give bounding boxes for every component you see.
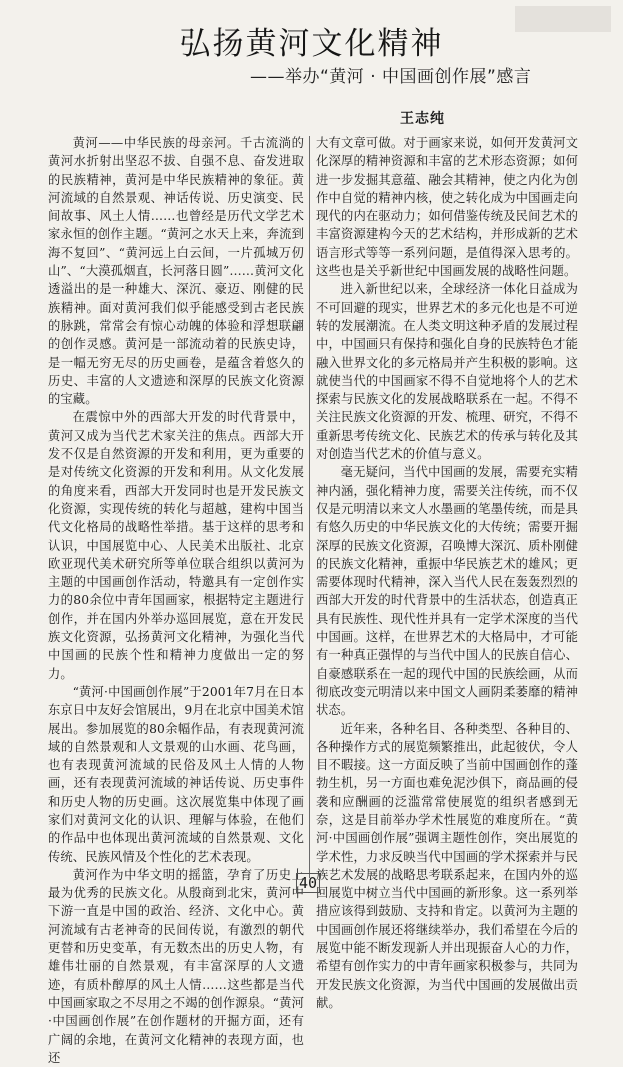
page-number: 40 <box>296 873 320 893</box>
paragraph: 大有文章可做。对于画家来说，如何开发黄河文化深厚的精神资源和丰富的艺术形态资源；如何进一步发掘其意蕴、融会其精神，使之内化为创作中自觉的精神内核，使之转化成为中国画走向现代的内在驱动力；如何借鉴传统及民间艺术的丰富资源建构今天的艺术结构，并形成新的艺术语言形式等等一系列问题，是值得深入思考的。这些也是关乎新世纪中国画发展的战略性问题。 <box>316 136 578 279</box>
paragraph: 毫无疑问，当代中国画的发展，需要充实精神内涵，强化精神力度，需要关注传统，而不仅仅是元明清以来文人水墨画的笔墨传统，而是具有悠久历史的中华民族文化的大传统；需要开掘深厚的民族文化资源，召唤博大深沉、质朴刚健的民族文化精神，重振中华民族艺术的雄风；更需要体现时代精神，深入当代人民在轰轰烈烈的西部大开发的时代背景中的生活状态，创造真正具有民族性、现代性并具有一定学术深度的当代中国画。这样，在世界艺术的大格局中，才可能有一种真正强悍的与当代中国人的民族自信心、自豪感联系在一起的现代中国的民族绘画，从而彻底改变元明清以来中国文人画阴柔萎靡的精神状态。 <box>316 465 578 718</box>
paragraph: 黄河——中华民族的母亲河。千古流淌的黄河水折射出坚忍不拔、自强不息、奋发进取的民族精神，黄河是中华民族精神的象征。黄河流域的自然景观、神话传说、历史演变、民间故事、风土人情……也曾经是历代文学艺术家永恒的创作主题。“黄河之水天上来，奔流到海不复回”、“黄河远上白云间，一片孤城万仞山”、“大漠孤烟直，长河落日圆”……黄河文化透溢出的是一种雄大、深沉、豪迈、刚健的民族精神。面对黄河我们似乎能感受到古老民族的脉跳，常常会有惊心动魄的体验和浮想联翩的创作灵感。黄河是一部流动着的民族史诗，是一幅无穷无尽的历史画卷，是蕴含着悠久的历史、丰富的人文遗迹和深厚的民族文化资源的宝藏。 <box>48 136 304 407</box>
right-column <box>316 134 578 1010</box>
paragraph: 黄河作为中华文明的摇篮，孕育了历史上最为优秀的民族文化。从殷商到北宋，黄河中下游一直是中国的政治、经济、文化中心。黄河流域有古老神奇的民间传说，有激烈的朝代更替和历史变革，有无数杰出的历史人物，有雄伟壮丽的自然景观，有丰富深厚的人文遗迹，有质朴醇厚的风土人情……这些都是当代中国画家取之不尽用之不竭的创作源泉。“黄河·中国画创作展”在创作题材的开掘方面，还有广阔的余地，在黄河文化精神的表现方面，也还 <box>48 867 304 1065</box>
left-column <box>48 134 304 1065</box>
paragraph: 近年来，各种名目、各种类型、各种目的、各种操作方式的展览频繁推出，此起彼伏，令人目不暇接。这一方面反映了当前中国画创作的蓬勃生机，另一方面也难免泥沙俱下，商品画的侵袭和应酬画的泛滥常常使展览的组织者感到无奈，这是目前举办学术性展览的难度所在。“黄河·中国画创作展”强调主题性创作，突出展览的学术性，力求反映当代中国画的学术探索并与民族艺术发展的战略思考联系起来，在国内外的巡回展览中树立当代中国画的新形象。这一系列举措应该得到鼓励、支持和肯定。以黄河为主题的中国画创作展还将继续举办，我们希望在今后的展览中能不断发现新人并出现振奋人心的力作，希望有创作实力的中青年画家积极参与，共同为开发民族文化资源，为当代中国画的发展做出贡献。 <box>316 721 578 1010</box>
paragraph: “黄河·中国画创作展”于2001年7月在日本东京日中友好会馆展出，9月在北京中国美术馆展出。参加展览的80余幅作品，有表现黄河流域的自然景观和人文景观的山水画、花鸟画，也有表现黄河流域的民俗及风土人情的人物画，还有表现黄河流域的神话传说、历史事件和历史人物的历史画。这次展览集中体现了画家们对黄河文化的认识、理解与体验，在他们的作品中也体现出黄河流域的自然景观、文化传统、民族风情及个性化的艺术表现。 <box>48 684 304 864</box>
author-name: 王志纯 <box>400 111 445 127</box>
article-subtitle: ——举办“黄河 · 中国画创作展”感言 <box>250 67 532 87</box>
paragraph: 在震惊中外的西部大开发的时代背景中，黄河又成为当代艺术家关注的焦点。西部大开发不仅是自然资源的开发和利用，更为重要的是对传统文化资源的开发和利用。从文化发展的角度来看，西部大开发同时也是开发民族文化资源，实现传统的转化与超越，建构中国当代文化格局的战略性举措。基于这样的思考和认识，中国展览中心、人民美术出版社、北京欧亚现代美术研究所等单位联合组织以黄河为主题的中国画创作活动，特邀具有一定创作实力的80余位中青年国画家，根据特定主题进行创作，并在国内外举办巡回展览，意在开发民族文化资源，弘扬黄河文化精神，为强化当代中国画的民族个性和精神力度做出一定的努力。 <box>48 410 304 681</box>
article-title: 弘扬黄河文化精神 <box>179 26 444 62</box>
paragraph: 进入新世纪以来，全球经济一体化日益成为不可回避的现实，世界艺术的多元化也是不可逆转的发展潮流。在人类文明这种矛盾的发展过程中，中国画只有保持和强化自身的民族特色才能融入世界文化的多元格局并产生积极的影响。这就使当代的中国画家不得不自觉地将个人的艺术探索与民族文化的发展战略联系在一起。不得不关注民族文化资源的开发、梳理、研究，不得不重新思考传统文化、民族艺术的传承与转化及其对创造当代艺术的价值与意义。 <box>316 282 578 462</box>
column-divider <box>309 136 310 878</box>
